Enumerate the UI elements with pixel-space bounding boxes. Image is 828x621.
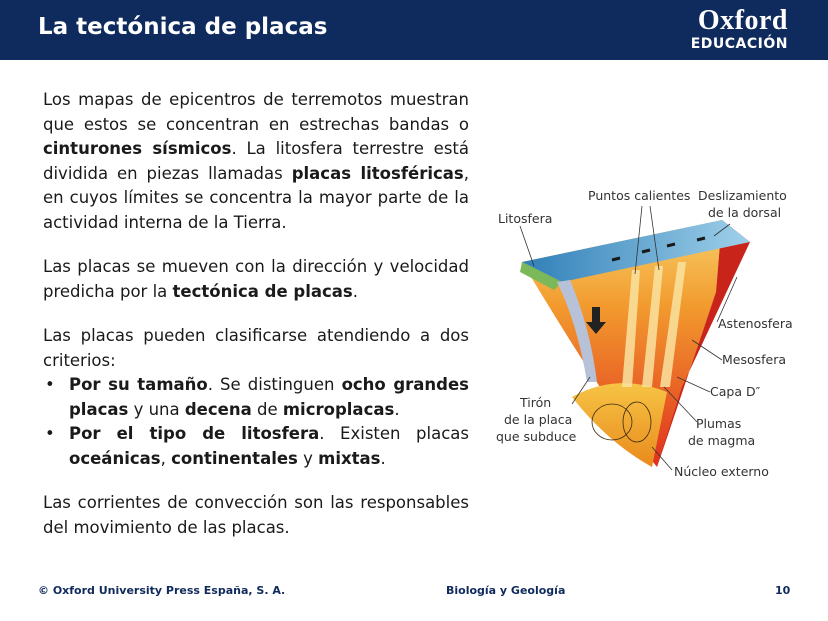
- b2-g: mixtas: [318, 448, 381, 468]
- p2-text-c: .: [352, 281, 359, 301]
- logo-name: Oxford: [697, 5, 788, 36]
- label-tiron-1: Tirón: [520, 395, 552, 410]
- page-title: La tectónica de placas: [38, 14, 328, 40]
- label-capa-d: Capa D″: [710, 384, 761, 399]
- bullet-dot: •: [45, 424, 55, 443]
- p1-bold-placas: placas litosféricas: [291, 163, 464, 183]
- footer-page-number: 10: [775, 584, 791, 597]
- label-puntos-calientes: Puntos calientes: [588, 188, 691, 203]
- b1-e: decena: [184, 399, 252, 419]
- label-tiron-2: de la placa: [504, 412, 573, 427]
- body-text: [43, 88, 469, 540]
- paragraph-conveccion: Las corrientes de convección son las responsables del movimiento de las placas.: [43, 493, 469, 537]
- b2-d: ,: [160, 448, 172, 468]
- b1-g: microplacas: [282, 399, 395, 419]
- b2-b: . Existen placas: [319, 424, 469, 443]
- p2-text-a: Las placas se mueven con la dirección y velocidad predicha por la: [43, 257, 469, 301]
- label-astenosfera: Astenosfera: [718, 316, 793, 331]
- list-item: [43, 373, 469, 422]
- label-mesosfera: Mesosfera: [722, 352, 787, 367]
- p1-text-c: . La litosfera terrestre está dividida en piezas llamadas: [43, 139, 469, 183]
- paragraph-epicentros: [43, 88, 469, 235]
- label-deslizamiento-1: Deslizamiento: [698, 188, 787, 203]
- label-plumas-2: de magma: [688, 433, 756, 448]
- label-tiron-3: que subduce: [496, 429, 577, 444]
- label-deslizamiento-2: de la dorsal: [708, 205, 782, 220]
- p1-bold-cinturones: cinturones sísmicos: [43, 139, 232, 158]
- p2-bold-tectonica: tectónica de placas: [172, 281, 353, 301]
- paragraph-movimiento: [43, 255, 469, 304]
- paragraph-clasificacion: Las placas pueden clasificarse atendiendo a dos criterios:: [43, 326, 469, 370]
- outer-core-layer: [572, 383, 667, 467]
- b2-f: y: [297, 448, 319, 468]
- footer-subject: Biología y Geología: [446, 584, 566, 597]
- b1-f: de: [251, 399, 283, 419]
- label-plumas-1: Plumas: [696, 416, 742, 431]
- b2-a: Por el tipo de litosfera: [69, 424, 320, 443]
- b2-e: continentales: [171, 448, 298, 468]
- b1-h: .: [394, 399, 400, 419]
- label-litosfera: Litosfera: [498, 211, 553, 226]
- criteria-list: [43, 373, 469, 471]
- earth-section-figure: [492, 182, 802, 482]
- b1-b: . Se distinguen: [207, 375, 342, 394]
- bullet-dot: •: [45, 375, 55, 394]
- b2-c: oceánicas: [69, 448, 161, 468]
- footer-copyright: © Oxford University Press España, S. A.: [38, 584, 286, 597]
- b1-c: ocho grandes placas: [69, 375, 469, 419]
- p1-text-e: , en cuyos límites se concentra la mayor parte de la actividad interna de la Tierra.: [43, 163, 469, 232]
- oxford-logo: [691, 6, 788, 52]
- list-item: [43, 422, 469, 471]
- p1-text-a: Los mapas de epicentros de terremotos muestran que estos se concentran en estrechas bandas o: [43, 90, 469, 134]
- logo-sub: EDUCACIÓN: [690, 36, 788, 52]
- header-bar: [0, 0, 828, 60]
- b1-a: Por su tamaño: [69, 375, 208, 394]
- label-nucleo-externo: Núcleo externo: [674, 464, 769, 479]
- b2-h: .: [380, 448, 386, 468]
- b1-d: y una: [128, 399, 185, 419]
